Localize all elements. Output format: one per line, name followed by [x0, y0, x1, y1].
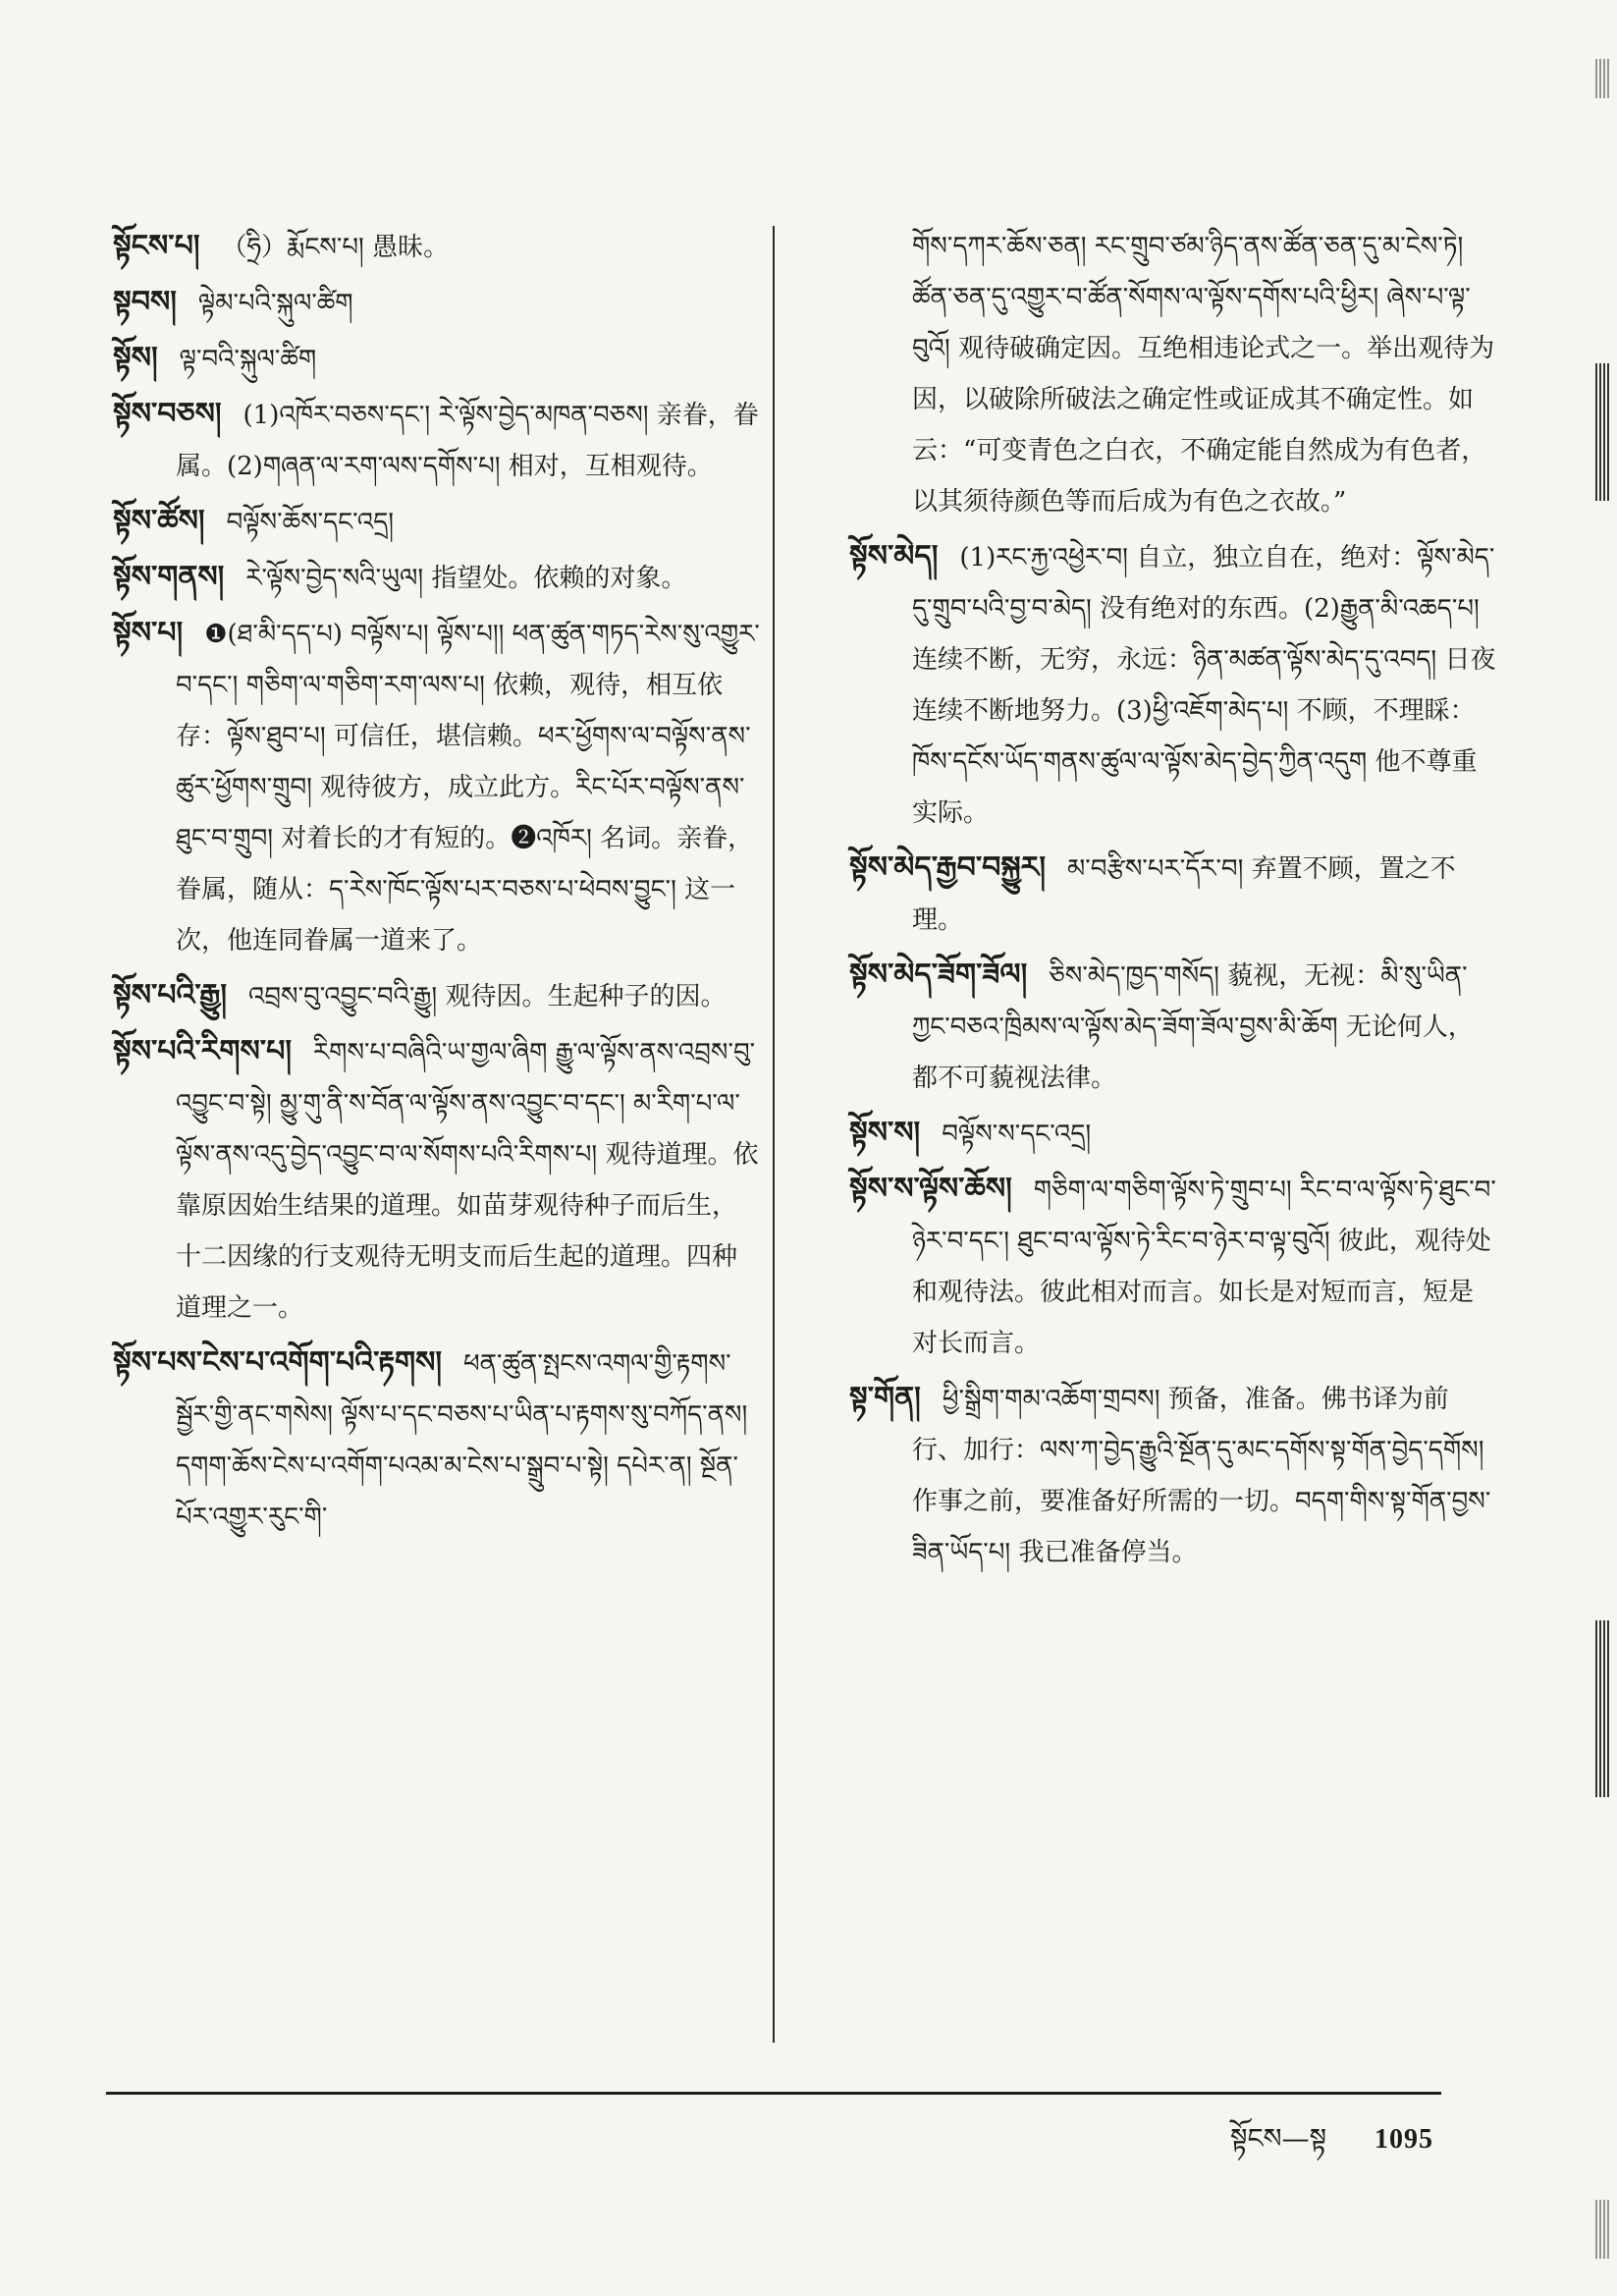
headword: སྟོས། [113, 341, 158, 375]
column-divider [773, 226, 775, 2043]
page-number: 1095 [1374, 2124, 1433, 2155]
headword: སྟོས་པས་ངེས་པ་འགོག་པའི་རྟགས། [113, 1345, 443, 1380]
dictionary-entry [113, 277, 761, 329]
dictionary-entry [849, 531, 1497, 839]
entry-range: སྟོངས—སྟ [1230, 2122, 1327, 2155]
definition: ལྟེམ་པའི་སྐུལ་ཚིག [197, 289, 353, 318]
dictionary-entry [113, 552, 761, 604]
headword: སྟོས་ཚོས། [113, 504, 205, 538]
definition: གཅིག་ལ་གཅིག་ལྟོས་ཏེ་གྲུབ་པ། རིང་བ་ལ་ལྟོས་ཏེ་ཐུང་བ་ཉེར་བ་དང་། ཐུང་བ་ལ་ལྟོས་ཏེ་རིང་བ་ཉེར་བ་ལྟ་བུའོ། 彼此，观待处和观待法。彼此相对而言。如长是对短而言，短是对长而言。 [912, 1175, 1496, 1358]
headword: སྟོས་བཅས། [113, 397, 222, 431]
headword: སྟ་གོན། [849, 1381, 921, 1415]
headword: སྟོས་ས་ལྟོས་ཆོས། [849, 1172, 1012, 1206]
dictionary-entry [849, 843, 1497, 946]
definition: གོས་དཀར་ཆོས་ཅན། རང་གྲུབ་ཙམ་ཉིད་ནས་ཚོན་ཅན་དུ་མ་ངེས་ཏེ། ཚོན་ཅན་དུ་འགྱུར་བ་ཚོན་སོགས་ལ་ལྟོས་དགོས་པའི་ཕྱིར། ཞེས་པ་ལྟ་བུའོ། 观待破确定因。互绝相违论式之一。举出观待为因，以破除所破法之确定性或证成其不确定性。如云：“可变青色之白衣，不确定能自然成为有色者，以其须待颜色等而后成为有色之衣故。” [912, 232, 1495, 517]
definition: མ་བརྩིས་པར་དོར་བ། 弃置不顾，置之不理。 [912, 854, 1456, 935]
definition: ཅིས་མེད་ཁྱད་གསོད། 藐视，无视：མི་སུ་ཡིན་ཀྱང་བཅའ་ཁྲིམས་ལ་ལྟོས་མེད་ཟོག་ཟོལ་བྱས་མི་ཆོག 无论何人，都不可藐视法律。 [912, 961, 1474, 1093]
page-footer [1090, 2107, 1433, 2185]
headword: སྟོས་པའི་རྒྱུ། [113, 978, 228, 1012]
definition: རེ་ལྟོས་བྱེད་སའི་ཡུལ། 指望处。依赖的对象。 [245, 564, 687, 593]
headword: སྟབས། [113, 285, 177, 319]
definition: བལྟོས་ས་དང་འདྲ། [942, 1120, 1092, 1149]
right-column [849, 221, 1497, 1582]
dictionary-entry [113, 1338, 761, 1543]
headword: སྟོས་པའི་རིགས་པ། [113, 1034, 292, 1068]
dictionary-entry [113, 608, 761, 966]
scan-edge-mark [1595, 59, 1609, 98]
dictionary-entry [849, 1373, 1497, 1578]
headword: སྟོས་མེད། [849, 539, 939, 574]
definition: （ཧྲི）རྨོངས་པ། 愚昧。 [221, 233, 450, 262]
definition: ཕྱི་སྒྲིག་གམ་འཆོག་གྲབས། 预备，准备。佛书译为前行、加行：ལས་ཀ་བྱེད་རྒྱུའི་སྔོན་དུ་མང་དགོས་སྟ་གོན་བྱེད་དགོས། 作事之前，要准备好所需的一切。བདག་གིས་སྟ་གོན་བྱས་ཟིན་ཡོད་པ། 我已准备停当。 [912, 1385, 1491, 1567]
definition: ཕན་ཚུན་སྤངས་འགལ་གྱི་རྟགས་སྦྱོར་གྱི་ནང་གསེས། ལྟོས་པ་དང་བཅས་པ་ཡིན་པ་རྟགས་སུ་བཀོད་ནས། དགག་ཆོས་ངེས་པ་འགོག་པའམ་མ་ངེས་པ་སྒྲུབ་པ་སྟེ། དཔེར་ན། སྔོན་པོར་འགྱུར་རུང་གི་ [176, 1349, 748, 1532]
headword: སྟོངས་པ། [113, 229, 200, 263]
headword: སྟོས་པ། [113, 616, 184, 650]
left-column [113, 221, 761, 1547]
scan-edge-mark [1595, 363, 1609, 501]
definition: (1)འཁོར་བཅས་དང་། རེ་ལྟོས་བྱེད་མཁན་བཅས། 亲眷，眷属。(2)གཞན་ལ་རག་ལས་དགོས་པ། 相对，互相观待。 [176, 401, 759, 481]
dictionary-entry [849, 1108, 1497, 1160]
dictionary-entry [113, 970, 761, 1022]
dictionary-entry [113, 1026, 761, 1334]
headword: སྟོས་མེད་རྒྱབ་བསྐྱུར། [849, 850, 1047, 885]
definition: བལྟོས་ཆོས་དང་འདྲ། [226, 508, 395, 537]
dictionary-entry-continued [849, 221, 1497, 527]
scan-edge-mark [1595, 2200, 1609, 2259]
definition: ལྟ་བའི་སྐུལ་ཚིག [179, 345, 317, 374]
headword: སྟོས་མེད་ཟོག་ཟོལ། [849, 957, 1028, 992]
scan-edge-mark [1595, 1620, 1609, 1797]
definition: (1)རང་རྐྱ་འཕྱེར་བ། 自立，独立自在，绝对：ལྟོས་མེད་དུ་གྲུབ་པའི་བྱ་བ་མེད། 没有绝对的东西。(2)རྒྱུན་མི་འཆད་པ། 连续不断，无穷，永远：ཉིན་མཚན་ལྟོས་མེད་དུ་འབད། 日夜连续不断地努力。(3)ཕྱི་འཇོག་མེད་པ། 不顾，不理睬：ཁོས་དངོས་ཡོད་གནས་ཚུལ་ལ་ལྟོས་མེད་བྱེད་ཀྱིན་འདུག 他不尊重实际。 [912, 543, 1496, 828]
footer-rule [106, 2092, 1441, 2095]
dictionary-entry [113, 496, 761, 548]
dictionary-entry [849, 950, 1497, 1104]
dictionary-entry [113, 221, 761, 273]
dictionary-entry [113, 333, 761, 385]
definition: རིགས་པ་བཞིའི་ཡ་གྱལ་ཞིག རྒྱུ་ལ་ལྟོས་ནས་འབྲས་བུ་འབྱུང་བ་སྟེ། མྱུ་གུ་ནི་ས་བོན་ལ་ལྟོས་ནས་འབྱུང་བ་དང་། མ་རིག་པ་ལ་ལྟོས་ནས་འདུ་བྱེད་འབྱུང་བ་ལ་སོགས་པའི་རིགས་པ། 观待道理。依靠原因始生结果的道理。如苗芽观待种子而后生，十二因缘的行支观待无明支而后生起的道理。四种道理之一。 [176, 1038, 759, 1323]
definition: ❶(ཐ་མི་དད་པ) བལྟོས་པ། ལྟོས་པ།། ཕན་ཚུན་གཏད་རེས་སུ་འགྱུར་བ་དང་། གཅིག་ལ་གཅིག་རག་ལས་པ། 依赖，观待，相互依存：ལྟོས་ཐུབ་པ། 可信任，堪信赖。ཕར་ཕྱོགས་ལ་བལྟོས་ནས་ཚུར་ཕྱོགས་གྲུབ། 观待彼方，成立此方。རིང་པོར་བལྟོས་ནས་ཐུང་བ་གྲུབ། 对着长的才有短的。❷འཁོར། 名词。亲眷，眷属，随从：ད་རེས་ཁོང་ལྟོས་པར་བཅས་པ་ཕེབས་བྱུང་། 这一次，他连同眷属一道来了。 [176, 620, 760, 956]
headword: སྟོས་གནས། [113, 560, 225, 594]
definition: འབྲས་བུ་འབྱུང་བའི་རྒྱུ། 观待因。生起种子的因。 [248, 982, 727, 1011]
headword: སྟོས་ས། [849, 1116, 921, 1150]
dictionary-entry [849, 1164, 1497, 1369]
dictionary-entry [113, 389, 761, 492]
